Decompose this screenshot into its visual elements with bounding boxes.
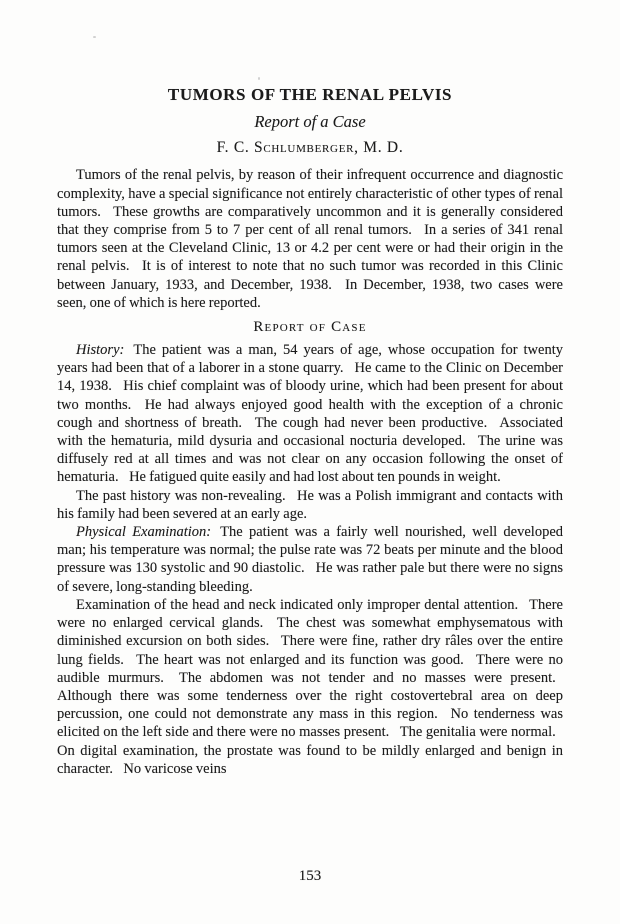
article-body bbox=[57, 166, 563, 778]
past-history-paragraph: The past history was non-revealing. He was a Polish immigrant and contacts with his family had been severed at an early age. bbox=[57, 487, 563, 522]
physical-exam-label: Physical Examination: bbox=[76, 524, 212, 541]
page-content bbox=[57, 84, 563, 778]
page-number: 153 bbox=[298, 868, 322, 884]
history-paragraph bbox=[57, 341, 563, 487]
article-subtitle: Report of a Case bbox=[254, 112, 366, 132]
scan-speck bbox=[93, 36, 96, 38]
history-label: History: bbox=[76, 342, 125, 359]
intro-paragraph: Tumors of the renal pelvis, by reason of their infrequent occurrence and diagnostic complexity, have a special significance not entirely characteristic of other types of renal tumors. These growths are comparatively uncommon and it is generally considered that they comprise from 5 to 7 per cent of all renal tumors. In a series of 341 renal tumors seen at the Cleveland Clinic, 13 or 4.2 per cent were or had their origin in the renal pelvis. It is of interest to note that no such tumor was recorded in this Clinic between January, 1933, and December, 1938. In December, 1938, two cases were seen, one of which is here reported. bbox=[57, 167, 563, 311]
history-text: The patient was a man, 54 years of age, whose occupation for twenty years had been that of a laborer in a stone quarry. He came to the Clinic on December 14, 1938. His chief complaint was of bloody urine, which had been present for about two months. He had always enjoyed good health with the exception of a chronic cough and shortness of breath. The cough had never been productive. Associated with the hematuria, mild dysuria and occasional nocturia developed. The urine was diffusely red at all times and was not clear on any occasion following the onset of hematuria. He fatigued quite easily and had lost about ten pounds in weight. bbox=[57, 342, 563, 486]
physical-exam-text: The patient was a fairly well nourished, well developed man; his temperature was normal; the pulse rate was 72 beats per minute and the blood pressure was 130 systolic and 90 diastolic. He was rather pale but there were no signs of severe, long-standing bleeding. bbox=[57, 524, 563, 595]
head-neck-exam-paragraph: Examination of the head and neck indicated only improper dental attention. There were no enlarged cervical glands. The chest was somewhat emphysematous with diminished excursion on both sides. There were fine, rather dry râles over the entire lung fields. The heart was not enlarged and its function was good. There were no audible murmurs. The abdomen was not tender and no masses were present. Although there was some tenderness over the right costovertebral area on deep percussion, one could not demonstrate any mass in this region. No tenderness was elicited on the left side and there were no masses present. The genitalia were normal. On digital examination, the prostate was found to be mildly enlarged and benign in character. No varicose veins bbox=[57, 596, 563, 777]
article-title: TUMORS OF THE RENAL PELVIS bbox=[167, 85, 453, 104]
scan-speck bbox=[258, 77, 260, 80]
author-byline: F. C. Schlumberger, M. D. bbox=[216, 139, 404, 157]
physical-exam-paragraph bbox=[57, 523, 563, 596]
section-heading-report-of-case: Report of Case bbox=[253, 319, 367, 336]
